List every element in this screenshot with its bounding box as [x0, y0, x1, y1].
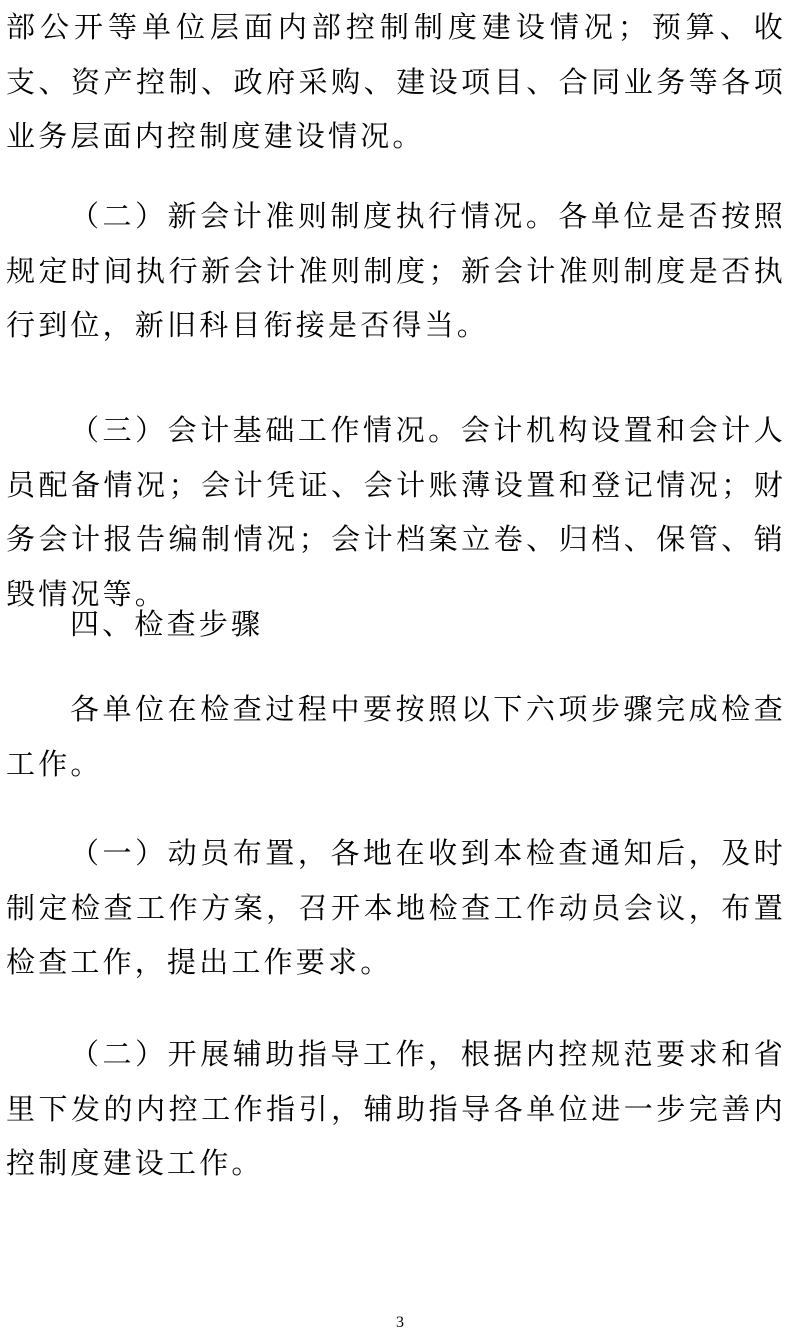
paragraph-internal-control-continuation: 部公开等单位层面内部控制制度建设情况；预算、收支、资产控制、政府采购、建设项目、合同业务等各项业务层面内控制度建设情况。	[6, 10, 786, 153]
paragraph-accounting-basics: （三）会计基础工作情况。会计机构设置和会计人员配备情况；会计凭证、会计账薄设置和登记情况；财务会计报告编制情况；会计档案立卷、归档、保管、销毁情况等。	[6, 413, 786, 611]
paragraph-step-guidance: （二）开展辅助指导工作，根据内控规范要求和省里下发的内控工作指引，辅助指导各单位进一步完善内控制度建设工作。	[6, 1037, 786, 1180]
paragraph-six-steps-intro: 各单位在检查过程中要按照以下六项步骤完成检查工作。	[6, 692, 786, 781]
paragraph-step-mobilization: （一）动员布置，各地在收到本检查通知后，及时制定检查工作方案，召开本地检查工作动员会议，布置检查工作，提出工作要求。	[6, 836, 786, 979]
page-number: 3	[396, 1314, 404, 1331]
paragraph-new-accounting-standards: （二）新会计准则制度执行情况。各单位是否按照规定时间执行新会计准则制度；新会计准则制度是否执行到位，新旧科目衔接是否得当。	[6, 199, 786, 342]
section-heading-inspection-steps: 四、检查步骤	[70, 607, 264, 641]
